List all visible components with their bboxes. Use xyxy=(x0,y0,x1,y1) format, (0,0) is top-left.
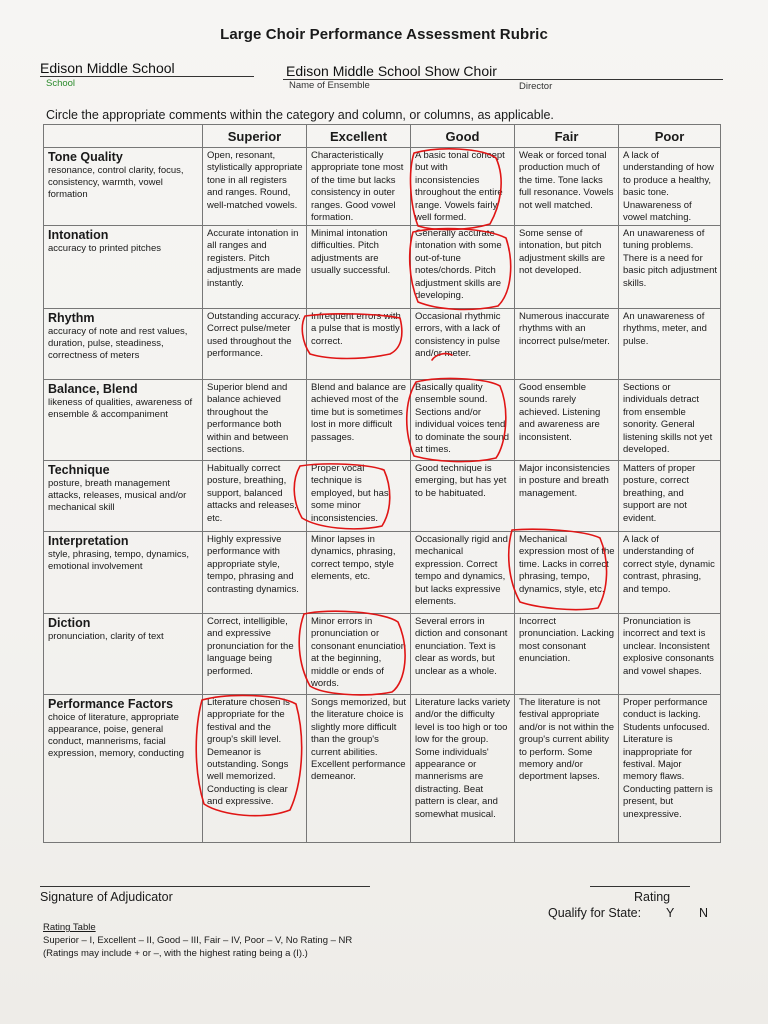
category-cell xyxy=(44,695,203,843)
category-desc: choice of literature, appropriate appearance, poise, general conduct, mannerisms, facial expression, memory, conducting xyxy=(48,712,185,759)
cell-fair[interactable]: Numerous inaccurate rhythms with an incorrect pulse/meter. xyxy=(515,309,619,380)
cell-good[interactable]: A basic tonal concept but with inconsistencies throughout the entire range. Vowels fairly well formed. xyxy=(411,148,515,226)
cell-fair[interactable]: Major inconsistencies in posture and breath management. xyxy=(515,461,619,532)
cell-superior[interactable]: Habitually correct posture, breathing, support, balanced attacks and releases, etc. xyxy=(203,461,307,532)
col-header-excellent: Excellent xyxy=(307,125,411,148)
cell-poor[interactable]: An unawareness of tuning problems. There is a need for basic pitch adjustment skills. xyxy=(619,226,721,309)
rubric-row-balance-blend xyxy=(44,380,721,461)
category-cell xyxy=(44,226,203,309)
cell-poor[interactable]: Proper performance conduct is lacking. Students unfocused. Literature is inappropriate for festival. Major memory flaws. Conducting pattern is present, but unexpressive. xyxy=(619,695,721,843)
rating-table-line1: Superior – I, Excellent – II, Good – III, Fair – IV, Poor – V, No Rating – NR xyxy=(43,935,353,946)
rubric-row-tone-quality xyxy=(44,148,721,226)
cell-superior[interactable]: Superior blend and balance achieved throughout the performance both within and between sections. xyxy=(203,380,307,461)
category-cell xyxy=(44,148,203,226)
cell-excellent[interactable]: Characteristically appropriate tone most of the time but lacks consistency in outer ranges. Good vowel formation. xyxy=(307,148,411,226)
category-cell xyxy=(44,614,203,695)
rating-table-line2: (Ratings may include + or –, with the highest rating being a (I).) xyxy=(43,948,308,959)
cell-excellent[interactable]: Minimal intonation difficulties. Pitch adjustments are usually successful. xyxy=(307,226,411,309)
col-header-superior: Superior xyxy=(203,125,307,148)
cell-fair[interactable]: The literature is not festival appropriate and/or is not within the group's current ability to perform. Some memory and/or deportment lapses. xyxy=(515,695,619,843)
category-name: Performance Factors xyxy=(48,697,174,711)
cell-excellent[interactable]: Infrequent errors with a pulse that is mostly correct. xyxy=(307,309,411,380)
rubric-row-rhythm xyxy=(44,309,721,380)
category-name: Intonation xyxy=(48,228,109,242)
director-caption: Director xyxy=(519,81,553,92)
school-underline xyxy=(40,76,254,77)
cell-poor[interactable]: Matters of proper posture, correct breathing, and support are not evident. xyxy=(619,461,721,532)
rubric-row-technique xyxy=(44,461,721,532)
cell-fair[interactable]: Incorrect pronunciation. Lacking most consonant enunciation. xyxy=(515,614,619,695)
rating-line xyxy=(590,886,690,887)
cell-good[interactable]: Generally accurate intonation with some out-of-tune notes/chords. Pitch adjustment skills are developing. xyxy=(411,226,515,309)
cell-superior[interactable]: Accurate intonation in all ranges and registers. Pitch adjustments are made instantly. xyxy=(203,226,307,309)
ensemble-caption: Name of Ensemble xyxy=(289,80,370,91)
cell-fair[interactable]: Good ensemble sounds rarely achieved. Listening and awareness are inconsistent. xyxy=(515,380,619,461)
cell-good[interactable]: Occasionally rigid and mechanical expression. Correct tempo and dynamics, but lacks expressive elements. xyxy=(411,532,515,614)
category-desc: style, phrasing, tempo, dynamics, emotional involvement xyxy=(48,549,189,572)
signature-label: Signature of Adjudicator xyxy=(40,890,173,904)
rubric-row-performance-factors xyxy=(44,695,721,843)
cell-good[interactable]: Literature lacks variety and/or the difficulty level is too high or too low for the group. Some individuals' appearance or mannerisms are distracting. Beat pattern is clear, and somewhat musical. xyxy=(411,695,515,843)
category-desc: likeness of qualities, awareness of ensemble & accompaniment xyxy=(48,397,193,420)
col-header-good: Good xyxy=(411,125,515,148)
cell-superior[interactable]: Open, resonant, stylistically appropriate tone in all registers and ranges. Round, well-matched vowels. xyxy=(203,148,307,226)
category-desc: posture, breath management attacks, releases, musical and/or mechanical skill xyxy=(48,478,187,513)
cell-excellent[interactable]: Songs memorized, but the literature choice is slightly more difficult than the group's current abilities. Excellent performance demeanor. xyxy=(307,695,411,843)
rating-label: Rating xyxy=(634,890,671,904)
cell-good[interactable]: Occasional rhythmic errors, with a lack of consistency in pulse and/or meter. xyxy=(411,309,515,380)
rating-table-title: Rating Table xyxy=(43,922,96,933)
cell-excellent[interactable]: Minor lapses in dynamics, phrasing, correct tempo, style elements, etc. xyxy=(307,532,411,614)
cell-good[interactable]: Good technique is emerging, but has yet to be habituated. xyxy=(411,461,515,532)
cell-poor[interactable]: A lack of understanding of how to produce a healthy, basic tone. Unawareness of vowel matching. xyxy=(619,148,721,226)
col-header-fair: Fair xyxy=(515,125,619,148)
cell-superior[interactable]: Highly expressive performance with appropriate style, tempo, phrasing and contrasting dynamics. xyxy=(203,532,307,614)
cell-fair[interactable]: Some sense of intonation, but pitch adjustment skills are not developed. xyxy=(515,226,619,309)
signature-line xyxy=(40,886,370,887)
cell-fair[interactable]: Mechanical expression most of the time. Lacks in correct phrasing, tempo, dynamics, style, etc. xyxy=(515,532,619,614)
cell-poor[interactable]: Sections or individuals detract from ensemble sonority. General listening skills not yet developed. xyxy=(619,380,721,461)
school-caption: School xyxy=(46,78,76,89)
instructions: Circle the appropriate comments within the category and column, or columns, as applicable. xyxy=(46,108,554,122)
col-header-poor: Poor xyxy=(619,125,721,148)
category-desc: accuracy to printed pitches xyxy=(48,243,162,254)
rubric-row-diction xyxy=(44,614,721,695)
page-title: Large Choir Performance Assessment Rubric xyxy=(220,26,548,43)
cell-fair[interactable]: Weak or forced tonal production much of the time. Tone lacks full resonance. Vowels not well matched. xyxy=(515,148,619,226)
category-name: Rhythm xyxy=(48,311,95,325)
cell-excellent[interactable]: Proper vocal technique is employed, but has some minor inconsistencies. xyxy=(307,461,411,532)
qualify-label: Qualify for State: xyxy=(548,906,642,920)
category-name: Diction xyxy=(48,616,91,630)
cell-excellent[interactable]: Minor errors in pronunciation or consonant enunciation at the beginning, middle or ends of words. xyxy=(307,614,411,695)
category-desc: resonance, control clarity, focus, consistency, warmth, vowel formation xyxy=(48,165,184,200)
cell-good[interactable]: Several errors in diction and consonant enunciation. Text is clear as words, but unclear as a whole. xyxy=(411,614,515,695)
ensemble-value: Edison Middle School Show Choir xyxy=(286,63,497,79)
header-row xyxy=(44,125,721,148)
category-name: Balance, Blend xyxy=(48,382,138,396)
corner-cell xyxy=(44,125,203,148)
cell-superior[interactable]: Correct, intelligible, and expressive pronunciation for the language being performed. xyxy=(203,614,307,695)
cell-superior[interactable]: Outstanding accuracy. Correct pulse/meter used throughout the performance. xyxy=(203,309,307,380)
category-name: Interpretation xyxy=(48,534,129,548)
rubric-row-interpretation xyxy=(44,532,721,614)
rubric-table xyxy=(43,124,721,843)
school-value: Edison Middle School xyxy=(40,60,175,76)
category-cell xyxy=(44,380,203,461)
rubric-row-intonation xyxy=(44,226,721,309)
category-name: Technique xyxy=(48,463,110,477)
category-cell xyxy=(44,461,203,532)
category-cell xyxy=(44,309,203,380)
cell-poor[interactable]: Pronunciation is incorrect and text is unclear. Inconsistent explosive consonants and vowel shapes. xyxy=(619,614,721,695)
category-desc: accuracy of note and rest values, duration, pulse, steadiness, correctness of meters xyxy=(48,326,188,361)
category-cell xyxy=(44,532,203,614)
category-desc: pronunciation, clarity of text xyxy=(48,631,164,642)
cell-excellent[interactable]: Blend and balance are achieved most of the time but is sometimes lost in more difficult passages. xyxy=(307,380,411,461)
qualify-no[interactable]: N xyxy=(699,906,709,920)
cell-superior[interactable]: Literature chosen is appropriate for the festival and the group's skill level. Demeanor is outstanding. Songs well memorized. Conducting is clear and expressive. xyxy=(203,695,307,843)
category-name: Tone Quality xyxy=(48,150,123,164)
qualify-yes[interactable]: Y xyxy=(666,906,675,920)
cell-good[interactable]: Basically quality ensemble sound. Sections and/or individual voices tend to dominate the sound at times. xyxy=(411,380,515,461)
cell-poor[interactable]: An unawareness of rhythms, meter, and pulse. xyxy=(619,309,721,380)
cell-poor[interactable]: A lack of understanding of correct style, dynamic contrast, phrasing, and tempo. xyxy=(619,532,721,614)
